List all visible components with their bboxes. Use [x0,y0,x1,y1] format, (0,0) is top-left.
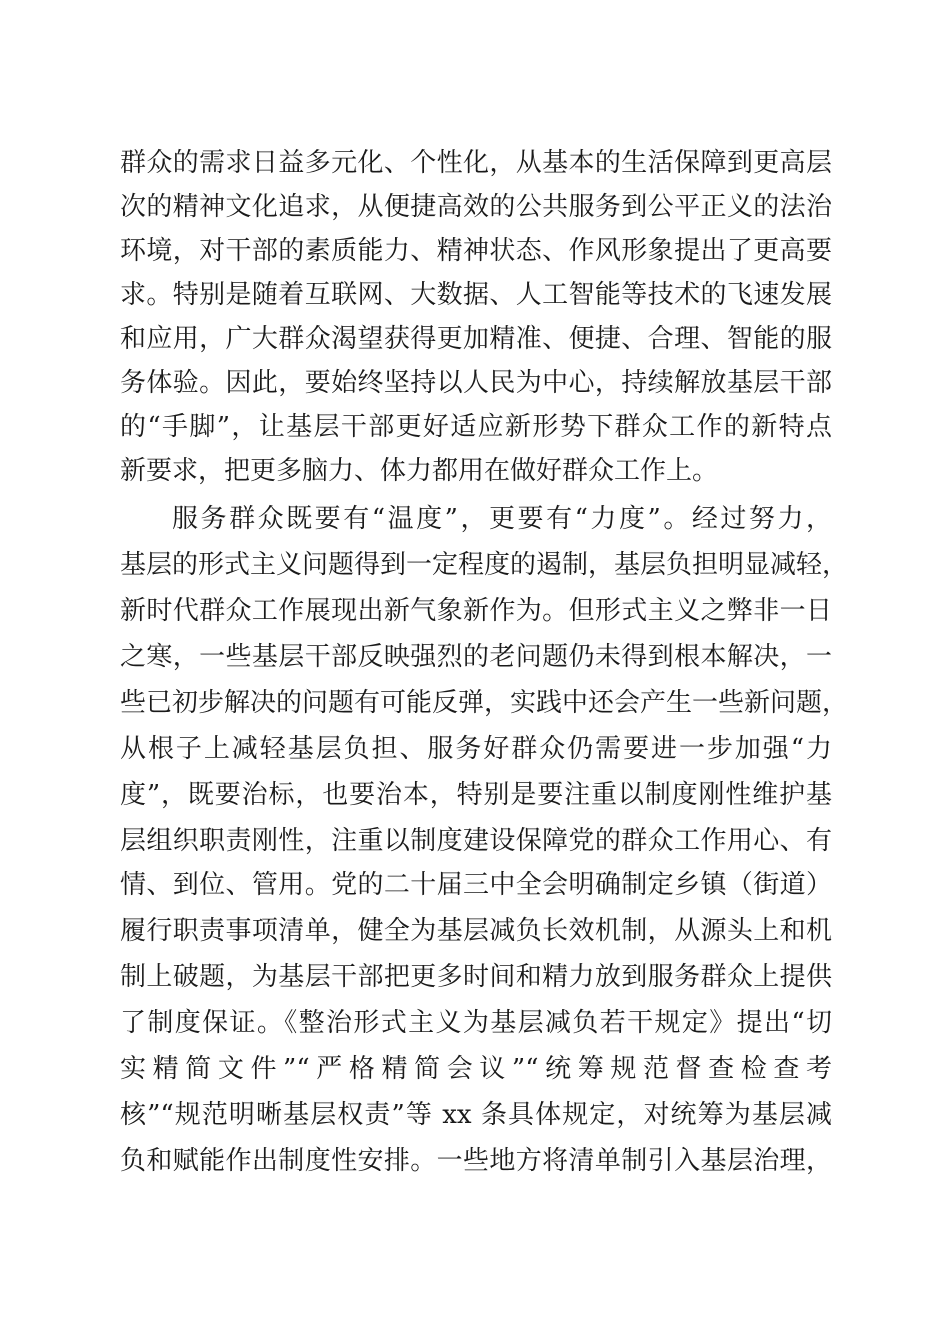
text-line: 从根子上减轻基层负担、服务好群众仍需要进一步加强“力 [120,734,832,764]
text-line: 些已初步解决的问题有可能反弹，实践中还会产生一些新问题， [120,688,849,718]
text-line: 之寒，一些基层干部反映强烈的老问题仍未得到根本解决，一 [120,642,832,672]
text-line: 群众的需求日益多元化、个性化，从基本的生活保障到更高层 [120,148,832,178]
text-line: 新要求，把更多脑力、体力都用在做好群众工作上。 [120,456,719,486]
text-line: 环境，对干部的素质能力、精神状态、作风形象提出了更高要 [120,236,832,266]
text-line: 和应用，广大群众渴望获得更加精准、便捷、合理、智能的服 [120,324,832,354]
text-line: 求。特别是随着互联网、大数据、人工智能等技术的飞速发展 [120,280,832,310]
text-line: 层组织职责刚性，注重以制度建设保障党的群众工作用心、有 [120,826,832,856]
text-line: 服务群众既要有“温度”，更要有“力度”。经过努力， [172,504,832,534]
text-line: 核”“规范明晰基层权责”等 xx 条具体规定，对统筹为基层减 [120,1100,832,1130]
text-line: 制上破题，为基层干部把更多时间和精力放到服务群众上提供 [120,962,832,992]
text-line: 新时代群众工作展现出新气象新作为。但形式主义之弊非一日 [120,596,832,626]
text-line: 务体验。因此，要始终坚持以人民为中心，持续解放基层干部 [120,368,832,398]
text-line: 次的精神文化追求，从便捷高效的公共服务到公平正义的法治 [120,192,832,222]
text-line: 了制度保证。《整治形式主义为基层减负若干规定》提出“切 [120,1008,832,1038]
text-line: 负和赋能作出制度性安排。一些地方将清单制引入基层治理， [120,1146,832,1176]
text-line: 的“手脚”，让基层干部更好适应新形势下群众工作的新特点 [120,412,832,442]
text-line: 履行职责事项清单，健全为基层减负长效机制，从源头上和机 [120,916,832,946]
text-line: 基层的形式主义问题得到一定程度的遏制，基层负担明显减轻， [120,550,849,580]
text-line: 度”，既要治标，也要治本，特别是要注重以制度刚性维护基 [120,780,832,810]
text-line: 实精简文件”“严格精简会议”“统筹规范督查检查考 [120,1054,832,1084]
text-line: 情、到位、管用。党的二十届三中全会明确制定乡镇（街道） [120,870,832,900]
